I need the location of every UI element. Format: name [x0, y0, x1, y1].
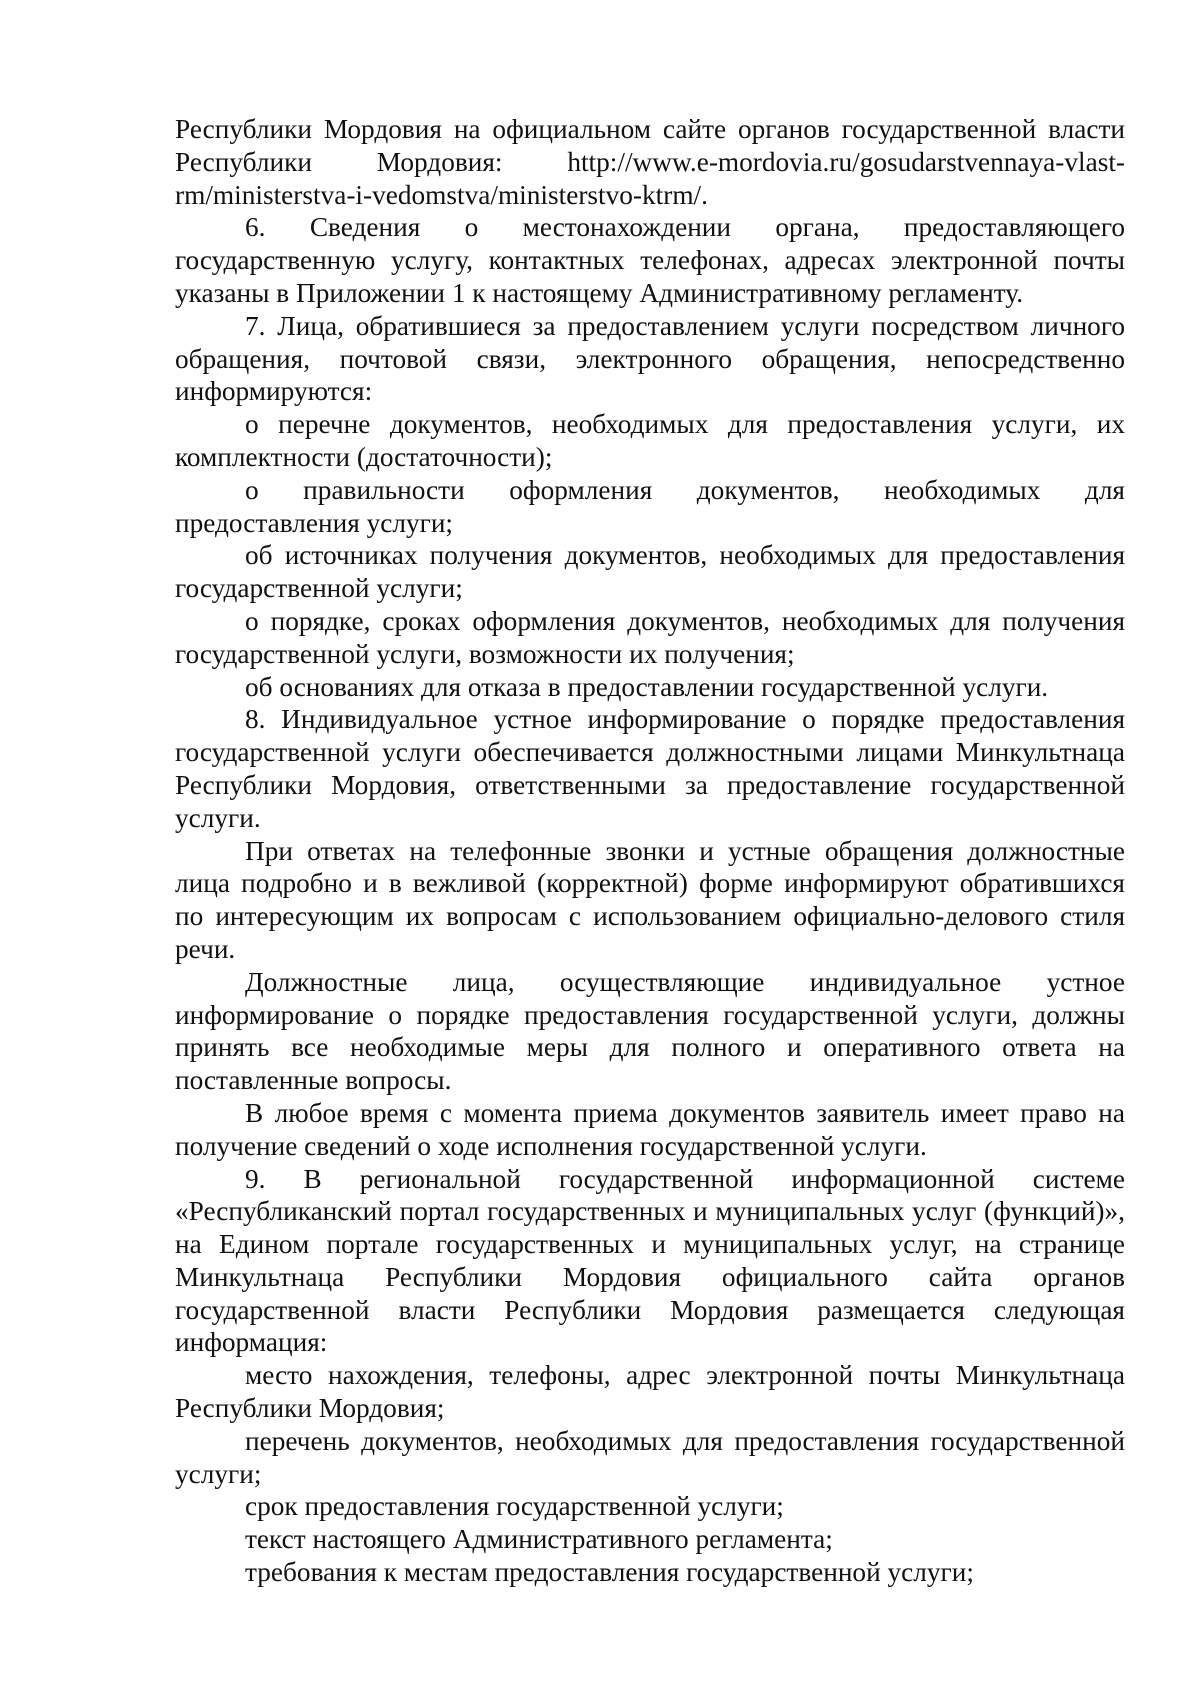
list-item-location-phones: место нахождения, телефоны, адрес электронной почты Минкультнаца Республики Мордовия;	[175, 1360, 1125, 1424]
list-item-service-term: срок предоставления государственной услуги;	[245, 1491, 784, 1522]
paragraph-7-applicants-informed: 7. Лица, обратившиеся за предоставлением услуги посредством личного обращения, почтовой связи, электронного обращения, непосредственно информируются:	[175, 310, 1125, 407]
paragraph-phone-answers: При ответах на телефонные звонки и устные обращения должностные лица подробно и в вежливой (корректной) форме информируют обратившихся по интересующим их вопросам с использованием официально-делового стиля речи.	[175, 835, 1125, 964]
paragraph-8-oral-informing: 8. Индивидуальное устное информирование о порядке предоставления государственной услуги обеспечивается должностными лицами Минкультнаца Республики Мордовия, ответственными за предоставление государственной услуги.	[175, 704, 1125, 833]
paragraph-officials-measures: Должностные лица, осуществляющие индивидуальное устное информирование о порядке предоставления государственной услуги, должны принять все необходимые меры для полного и оперативного ответа на поставленные вопросы.	[175, 966, 1125, 1096]
paragraph-9-portal-info: 9. В региональной государственной информационной системе «Республиканский портал государственных и муниципальных услуг (функций)», на Едином портале государственных и муниципальных услуг, на странице Минкультнаца Республики Мордовия официального сайта органов государственной власти Республики Мордовия размещается следующая информация:	[175, 1163, 1125, 1358]
paragraph-status-info-right: В любое время с момента приема документов заявитель имеет право на получение сведений о ходе исполнения государственной услуги.	[175, 1097, 1125, 1161]
list-item-procedure-terms: о порядке, сроках оформления документов, необходимых для получения государственной услуги, возможности их получения;	[175, 605, 1125, 669]
paragraph-url-continuation: Республики Мордовия на официальном сайте органов государственной власти Республики Мордовия: http://www.e-mordovia.ru/gosudarstvennaya-vlast-rm/ministerstva-i-vedomstva/ministerstvo-ktrm/.	[175, 114, 1125, 210]
list-item-documents-sources: об источниках получения документов, необходимых для предоставления государственной услуги;	[175, 540, 1125, 604]
list-item-documents-required: перечень документов, необходимых для предоставления государственной услуги;	[175, 1425, 1125, 1489]
list-item-regulation-text: текст настоящего Административного регламента;	[245, 1524, 833, 1555]
paragraph-6-location-info: 6. Сведения о местонахождении органа, предоставляющего государственную услугу, контактных телефонах, адресах электронной почты указаны в Приложении 1 к настоящему Административному регламенту.	[175, 212, 1125, 308]
list-item-documents-list: о перечне документов, необходимых для предоставления услуги, их комплектности (достаточности);	[175, 409, 1125, 472]
document-page	[175, 113, 1125, 1589]
list-item-documents-correctness: о правильности оформления документов, необходимых для предоставления услуги;	[175, 474, 1125, 538]
list-item-premises-requirements: требования к местам предоставления государственной услуги;	[245, 1557, 974, 1588]
list-item-refusal-grounds: об основаниях для отказа в предоставлении государственной услуги.	[245, 671, 1049, 702]
